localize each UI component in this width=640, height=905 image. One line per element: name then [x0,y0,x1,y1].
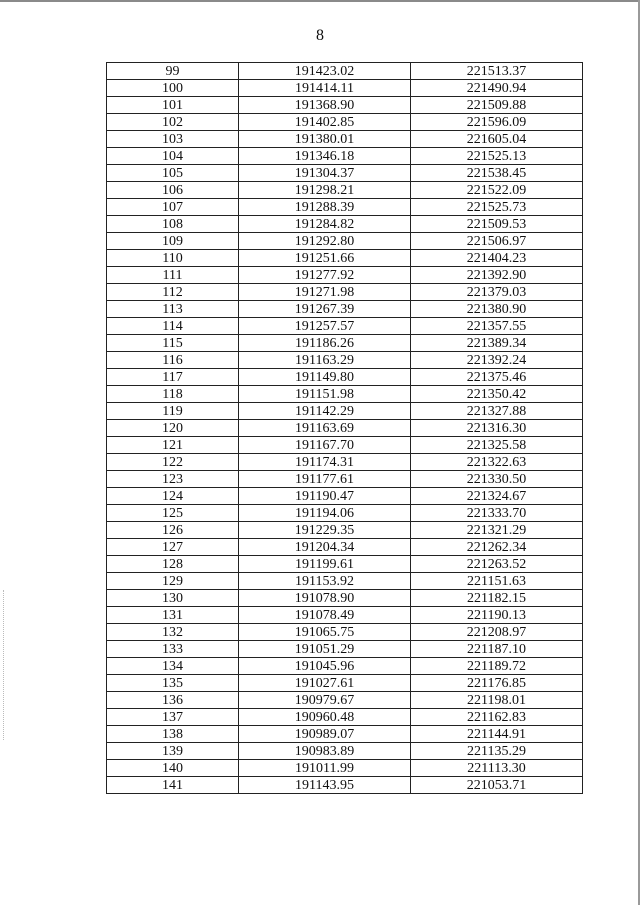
y-coordinate-cell: 221333.70 [411,505,583,522]
table-row [107,556,583,573]
y-coordinate-cell: 221327.88 [411,403,583,420]
y-coordinate-cell: 221198.01 [411,692,583,709]
point-number-cell: 105 [107,165,239,182]
point-number-cell: 108 [107,216,239,233]
x-coordinate-cell: 191177.61 [239,471,411,488]
table-row [107,80,583,97]
point-number-cell: 129 [107,573,239,590]
y-coordinate-cell: 221208.97 [411,624,583,641]
table-row [107,165,583,182]
y-coordinate-cell: 221404.23 [411,250,583,267]
x-coordinate-cell: 191199.61 [239,556,411,573]
y-coordinate-cell: 221596.09 [411,114,583,131]
y-coordinate-cell: 221392.24 [411,352,583,369]
x-coordinate-cell: 191167.70 [239,437,411,454]
table-row [107,607,583,624]
table-row [107,726,583,743]
x-coordinate-cell: 191045.96 [239,658,411,675]
scan-edge-top [0,0,640,2]
x-coordinate-cell: 191194.06 [239,505,411,522]
x-coordinate-cell: 191292.80 [239,233,411,250]
point-number-cell: 113 [107,301,239,318]
x-coordinate-cell: 191151.98 [239,386,411,403]
table-row [107,284,583,301]
y-coordinate-cell: 221316.30 [411,420,583,437]
x-coordinate-cell: 191423.02 [239,63,411,80]
y-coordinate-cell: 221522.09 [411,182,583,199]
y-coordinate-cell: 221357.55 [411,318,583,335]
point-number-cell: 119 [107,403,239,420]
y-coordinate-cell: 221053.71 [411,777,583,794]
x-coordinate-cell: 191402.85 [239,114,411,131]
x-coordinate-cell: 191142.29 [239,403,411,420]
table-row [107,301,583,318]
x-coordinate-cell: 191163.29 [239,352,411,369]
point-number-cell: 120 [107,420,239,437]
y-coordinate-cell: 221379.03 [411,284,583,301]
point-number-cell: 107 [107,199,239,216]
y-coordinate-cell: 221525.13 [411,148,583,165]
y-coordinate-cell: 221262.34 [411,539,583,556]
x-coordinate-cell: 191271.98 [239,284,411,301]
point-number-cell: 111 [107,267,239,284]
y-coordinate-cell: 221135.29 [411,743,583,760]
table-row [107,573,583,590]
table-row [107,250,583,267]
y-coordinate-cell: 221176.85 [411,675,583,692]
x-coordinate-cell: 191298.21 [239,182,411,199]
point-number-cell: 99 [107,63,239,80]
table-row [107,97,583,114]
point-number-cell: 123 [107,471,239,488]
table-row [107,403,583,420]
table-row [107,182,583,199]
point-number-cell: 132 [107,624,239,641]
table-row [107,267,583,284]
table-row [107,505,583,522]
y-coordinate-cell: 221509.88 [411,97,583,114]
x-coordinate-cell: 191065.75 [239,624,411,641]
y-coordinate-cell: 221380.90 [411,301,583,318]
y-coordinate-cell: 221490.94 [411,80,583,97]
table-row [107,709,583,726]
y-coordinate-cell: 221189.72 [411,658,583,675]
table-row [107,454,583,471]
table-row [107,658,583,675]
point-number-cell: 135 [107,675,239,692]
y-coordinate-cell: 221330.50 [411,471,583,488]
point-number-cell: 103 [107,131,239,148]
table-row [107,369,583,386]
x-coordinate-cell: 191027.61 [239,675,411,692]
table-row [107,352,583,369]
x-coordinate-cell: 191304.37 [239,165,411,182]
point-number-cell: 136 [107,692,239,709]
table-row [107,522,583,539]
x-coordinate-cell: 191267.39 [239,301,411,318]
table-row [107,420,583,437]
coordinates-table-body [107,63,583,794]
table-row [107,760,583,777]
y-coordinate-cell: 221513.37 [411,63,583,80]
y-coordinate-cell: 221375.46 [411,369,583,386]
y-coordinate-cell: 221321.29 [411,522,583,539]
table-row [107,437,583,454]
y-coordinate-cell: 221506.97 [411,233,583,250]
point-number-cell: 115 [107,335,239,352]
point-number-cell: 122 [107,454,239,471]
table-row [107,386,583,403]
point-number-cell: 121 [107,437,239,454]
scan-edge-left [3,590,5,740]
y-coordinate-cell: 221525.73 [411,199,583,216]
x-coordinate-cell: 191051.29 [239,641,411,658]
y-coordinate-cell: 221605.04 [411,131,583,148]
point-number-cell: 104 [107,148,239,165]
point-number-cell: 133 [107,641,239,658]
coordinates-table [106,62,583,794]
page-number: 8 [316,27,324,44]
table-row [107,675,583,692]
x-coordinate-cell: 191204.34 [239,539,411,556]
point-number-cell: 118 [107,386,239,403]
point-number-cell: 109 [107,233,239,250]
x-coordinate-cell: 190983.89 [239,743,411,760]
point-number-cell: 124 [107,488,239,505]
point-number-cell: 127 [107,539,239,556]
table-row [107,63,583,80]
y-coordinate-cell: 221151.63 [411,573,583,590]
x-coordinate-cell: 191149.80 [239,369,411,386]
point-number-cell: 130 [107,590,239,607]
y-coordinate-cell: 221190.13 [411,607,583,624]
table-row [107,692,583,709]
y-coordinate-cell: 221263.52 [411,556,583,573]
point-number-cell: 100 [107,80,239,97]
table-row [107,199,583,216]
y-coordinate-cell: 221187.10 [411,641,583,658]
point-number-cell: 131 [107,607,239,624]
point-number-cell: 101 [107,97,239,114]
x-coordinate-cell: 191251.66 [239,250,411,267]
point-number-cell: 117 [107,369,239,386]
x-coordinate-cell: 191257.57 [239,318,411,335]
point-number-cell: 138 [107,726,239,743]
table-row [107,777,583,794]
y-coordinate-cell: 221350.42 [411,386,583,403]
x-coordinate-cell: 191288.39 [239,199,411,216]
x-coordinate-cell: 191011.99 [239,760,411,777]
point-number-cell: 106 [107,182,239,199]
y-coordinate-cell: 221509.53 [411,216,583,233]
table-row [107,114,583,131]
point-number-cell: 140 [107,760,239,777]
table-row [107,624,583,641]
y-coordinate-cell: 221322.63 [411,454,583,471]
x-coordinate-cell: 191163.69 [239,420,411,437]
y-coordinate-cell: 221162.83 [411,709,583,726]
point-number-cell: 102 [107,114,239,131]
table-row [107,471,583,488]
y-coordinate-cell: 221324.67 [411,488,583,505]
point-number-cell: 112 [107,284,239,301]
x-coordinate-cell: 191368.90 [239,97,411,114]
x-coordinate-cell: 191284.82 [239,216,411,233]
x-coordinate-cell: 191174.31 [239,454,411,471]
table-row [107,148,583,165]
point-number-cell: 128 [107,556,239,573]
x-coordinate-cell: 191380.01 [239,131,411,148]
table-row [107,233,583,250]
y-coordinate-cell: 221113.30 [411,760,583,777]
x-coordinate-cell: 191153.92 [239,573,411,590]
point-number-cell: 114 [107,318,239,335]
x-coordinate-cell: 190960.48 [239,709,411,726]
x-coordinate-cell: 190979.67 [239,692,411,709]
table-row [107,318,583,335]
table-row [107,641,583,658]
y-coordinate-cell: 221325.58 [411,437,583,454]
table-row [107,131,583,148]
point-number-cell: 139 [107,743,239,760]
point-number-cell: 116 [107,352,239,369]
x-coordinate-cell: 191346.18 [239,148,411,165]
table-row [107,743,583,760]
x-coordinate-cell: 191277.92 [239,267,411,284]
table-row [107,590,583,607]
y-coordinate-cell: 221538.45 [411,165,583,182]
point-number-cell: 134 [107,658,239,675]
y-coordinate-cell: 221392.90 [411,267,583,284]
x-coordinate-cell: 191190.47 [239,488,411,505]
y-coordinate-cell: 221182.15 [411,590,583,607]
x-coordinate-cell: 191078.90 [239,590,411,607]
table-row [107,539,583,556]
y-coordinate-cell: 221389.34 [411,335,583,352]
x-coordinate-cell: 191078.49 [239,607,411,624]
table-row [107,335,583,352]
point-number-cell: 141 [107,777,239,794]
table-row [107,216,583,233]
y-coordinate-cell: 221144.91 [411,726,583,743]
point-number-cell: 110 [107,250,239,267]
point-number-cell: 137 [107,709,239,726]
x-coordinate-cell: 191186.26 [239,335,411,352]
point-number-cell: 125 [107,505,239,522]
x-coordinate-cell: 191143.95 [239,777,411,794]
point-number-cell: 126 [107,522,239,539]
x-coordinate-cell: 191229.35 [239,522,411,539]
x-coordinate-cell: 191414.11 [239,80,411,97]
x-coordinate-cell: 190989.07 [239,726,411,743]
table-row [107,488,583,505]
